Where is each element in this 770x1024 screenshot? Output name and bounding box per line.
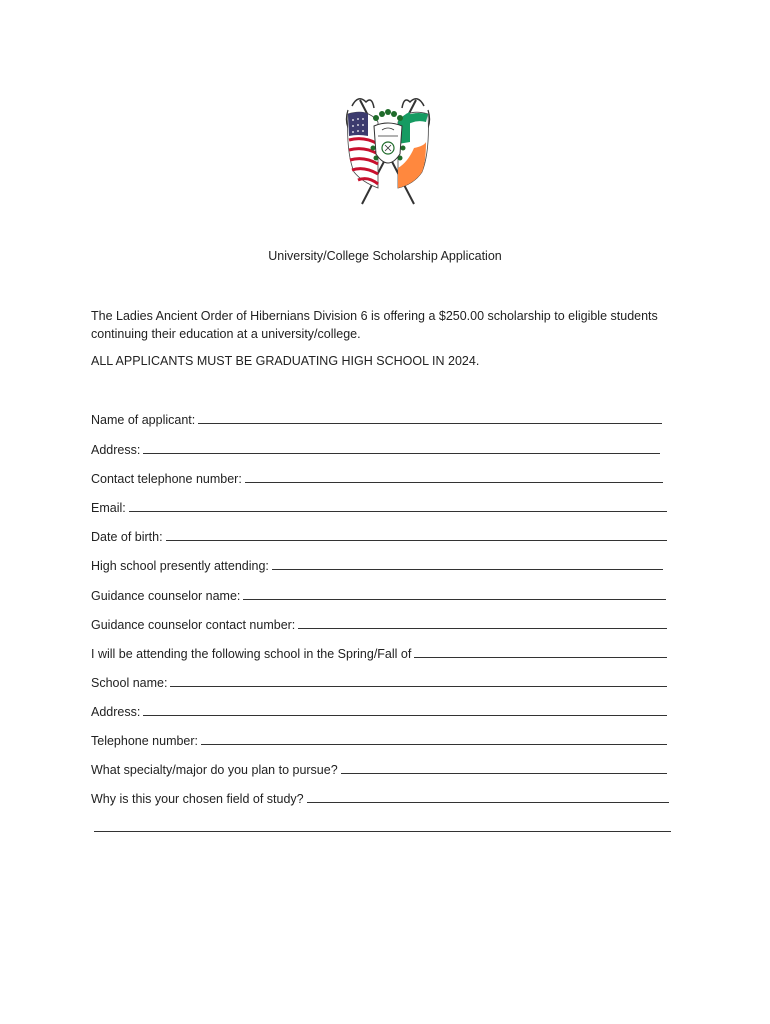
field-label: Name of applicant: <box>91 413 196 427</box>
blank-line[interactable] <box>272 569 663 570</box>
central-shield <box>374 123 402 163</box>
field-school-telephone <box>91 732 667 748</box>
blank-line[interactable] <box>143 715 667 716</box>
form-title: University/College Scholarship Application <box>268 249 502 263</box>
field-name-of-applicant <box>91 411 662 427</box>
eligibility-notice: ALL APPLICANTS MUST BE GRADUATING HIGH SCHOOL IN 2024. <box>91 354 480 368</box>
field-continuation-line <box>91 819 671 835</box>
blank-line[interactable] <box>201 744 667 745</box>
blank-line[interactable] <box>307 802 669 803</box>
field-date-of-birth <box>91 528 667 544</box>
field-email <box>91 499 667 515</box>
intro-paragraph: The Ladies Ancient Order of Hibernians Division 6 is offering a $250.00 scholarship to eligible students continuing their education at a university/college. <box>91 309 658 341</box>
blank-line[interactable] <box>170 686 667 687</box>
field-label: Address: <box>91 705 141 719</box>
field-guidance-counselor-contact <box>91 616 667 632</box>
field-label: I will be attending the following school in the Spring/Fall of <box>91 647 412 661</box>
blank-line[interactable] <box>341 773 667 774</box>
field-label: Address: <box>91 443 141 457</box>
field-specialty-major <box>91 761 667 777</box>
blank-line[interactable] <box>245 482 663 483</box>
field-high-school <box>91 557 663 573</box>
field-label: Why is this your chosen field of study? <box>91 792 304 806</box>
field-contact-telephone <box>91 470 663 486</box>
field-label: Contact telephone number: <box>91 472 242 486</box>
field-address <box>91 441 660 457</box>
blank-line[interactable] <box>198 423 662 424</box>
field-label: What specialty/major do you plan to pursue? <box>91 763 338 777</box>
blank-line[interactable] <box>94 831 671 832</box>
field-guidance-counselor-name <box>91 587 666 603</box>
blank-line[interactable] <box>414 657 667 658</box>
blank-line[interactable] <box>129 511 667 512</box>
field-chosen-field-reason <box>91 790 669 806</box>
field-label: High school presently attending: <box>91 559 269 573</box>
field-attending-term <box>91 645 667 661</box>
blank-line[interactable] <box>243 599 666 600</box>
field-label: Guidance counselor contact number: <box>91 618 296 632</box>
field-label: Date of birth: <box>91 530 163 544</box>
blank-line[interactable] <box>298 628 667 629</box>
field-label: Email: <box>91 501 126 515</box>
blank-line[interactable] <box>143 453 660 454</box>
field-label: Guidance counselor name: <box>91 589 241 603</box>
field-label: School name: <box>91 676 168 690</box>
field-school-name <box>91 674 667 690</box>
field-label: Telephone number: <box>91 734 199 748</box>
hibernian-emblem-icon <box>338 92 438 208</box>
field-school-address <box>91 703 667 719</box>
blank-line[interactable] <box>166 540 667 541</box>
